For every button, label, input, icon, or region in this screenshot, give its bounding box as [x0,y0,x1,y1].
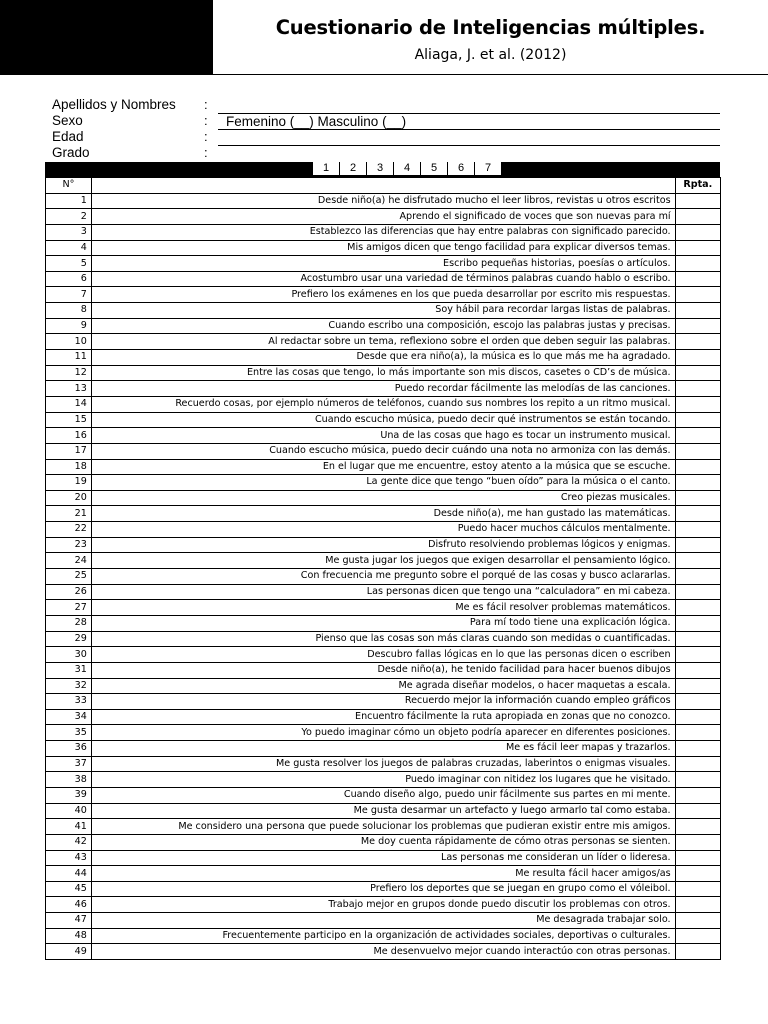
answer-cell[interactable] [675,709,720,725]
column-header-number: N° [46,178,92,194]
answer-cell[interactable] [675,428,720,444]
answer-cell[interactable] [675,334,720,350]
question-text: Una de las cosas que hago es tocar un instrumento musical. [91,428,675,444]
table-row [46,569,721,585]
column-header-answer: Rpta. [675,178,720,194]
table-row [46,443,721,459]
table-row [46,866,721,882]
table-row [46,834,721,850]
question-number: 36 [46,741,92,757]
question-text: Trabajo mejor en grupos donde puedo discutir los problemas con otros. [91,897,675,913]
question-number: 8 [46,303,92,319]
document-title: Cuestionario de Inteligencias múltiples. [275,16,706,39]
question-text: Me es fácil resolver problemas matemáticos. [91,600,675,616]
question-text: Descubro fallas lógicas en lo que las personas dicen o escriben [91,647,675,663]
question-number: 12 [46,365,92,381]
table-row [46,772,721,788]
question-text: Me gusta resolver los juegos de palabras cruzadas, laberintos o enigmas visuales. [91,756,675,772]
question-text: Me desagrada trabajar solo. [91,913,675,929]
table-row [46,850,721,866]
table-row [46,459,721,475]
sex-colon: : [204,113,208,128]
question-text: Recuerdo cosas, por ejemplo números de teléfonos, cuando sus nombres los repito a un ritmo musical. [91,396,675,412]
question-number: 3 [46,224,92,240]
answer-cell[interactable] [675,584,720,600]
table-row [46,725,721,741]
questionnaire-table [45,177,721,960]
question-number: 17 [46,443,92,459]
question-number: 14 [46,396,92,412]
question-number: 28 [46,615,92,631]
table-row [46,615,721,631]
answer-cell[interactable] [675,756,720,772]
name-colon: : [204,97,208,112]
sex-options[interactable]: Femenino (__) Masculino (__) [226,114,407,129]
question-text: Yo puedo imaginar cómo un objeto podría aparecer en diferentes posiciones. [91,725,675,741]
table-row [46,662,721,678]
sex-label: Sexo [52,113,83,128]
answer-cell[interactable] [675,569,720,585]
question-text: Me desenvuelvo mejor cuando interactúo con otras personas. [91,944,675,960]
question-number: 32 [46,678,92,694]
grade-option-4[interactable]: 4 [394,162,420,175]
grade-colon: : [204,145,208,160]
grade-option-2[interactable]: 2 [340,162,366,175]
table-row [46,819,721,835]
question-text: Me considero una persona que puede solucionar los problemas que pudieran existir entre mis amigos. [91,819,675,835]
question-number: 47 [46,913,92,929]
grade-label: Grado [52,145,90,160]
question-text: Me gusta desarmar un artefacto y luego armarlo tal como estaba. [91,803,675,819]
question-number: 7 [46,287,92,303]
table-row [46,240,721,256]
answer-cell[interactable] [675,256,720,272]
question-number: 4 [46,240,92,256]
question-number: 11 [46,350,92,366]
grade-option-1[interactable]: 1 [313,162,339,175]
age-colon: : [204,129,208,144]
question-text: Creo piezas musicales. [91,490,675,506]
question-number: 23 [46,537,92,553]
table-row [46,756,721,772]
answer-cell[interactable] [675,600,720,616]
answer-cell[interactable] [675,850,720,866]
answer-cell[interactable] [675,381,720,397]
grade-option-3[interactable]: 3 [367,162,393,175]
answer-cell[interactable] [675,350,720,366]
table-row [46,522,721,538]
question-text: Recuerdo mejor la información cuando empleo gráficos [91,694,675,710]
table-row [46,584,721,600]
table-row [46,913,721,929]
answer-cell[interactable] [675,396,720,412]
table-row [46,506,721,522]
answer-cell[interactable] [675,553,720,569]
question-number: 20 [46,490,92,506]
table-row [46,256,721,272]
question-text: Aprendo el significado de voces que son nuevas para mí [91,209,675,225]
table-row [46,287,721,303]
question-text: Frecuentemente participo en la organización de actividades sociales, deportivas o culturales. [91,928,675,944]
answer-cell[interactable] [675,913,720,929]
document-subtitle: Aliaga, J. et al. (2012) [414,47,567,63]
table-row [46,303,721,319]
question-number: 22 [46,522,92,538]
question-number: 41 [46,819,92,835]
question-text: Escribo pequeñas historias, poesías o artículos. [91,256,675,272]
age-label: Edad [52,129,84,144]
question-number: 18 [46,459,92,475]
question-text: Al redactar sobre un tema, reflexiono sobre el orden que deben seguir las palabras. [91,334,675,350]
table-row [46,381,721,397]
answer-cell[interactable] [675,647,720,663]
question-number: 40 [46,803,92,819]
answer-cell[interactable] [675,537,720,553]
answer-cell[interactable] [675,897,720,913]
answer-cell[interactable] [675,240,720,256]
answer-cell[interactable] [675,834,720,850]
question-number: 5 [46,256,92,272]
question-number: 35 [46,725,92,741]
question-number: 6 [46,271,92,287]
question-text: Me gusta jugar los juegos que exigen desarrollar el pensamiento lógico. [91,553,675,569]
table-row [46,271,721,287]
table-row [46,396,721,412]
age-field[interactable] [218,145,720,146]
question-text: Desde niño(a), me han gustado las matemáticas. [91,506,675,522]
answer-cell[interactable] [675,459,720,475]
table-row [46,944,721,960]
question-text: Para mí todo tiene una explicación lógica. [91,615,675,631]
question-text: Cuando diseño algo, puedo unir fácilmente sus partes en mi mente. [91,787,675,803]
answer-cell[interactable] [675,662,720,678]
question-number: 9 [46,318,92,334]
question-number: 33 [46,694,92,710]
answer-cell[interactable] [675,193,720,209]
question-text: Cuando escucho música, puedo decir qué instrumentos se están tocando. [91,412,675,428]
sex-field-line [218,129,720,130]
answer-cell[interactable] [675,928,720,944]
question-number: 46 [46,897,92,913]
table-row [46,490,721,506]
table-row [46,741,721,757]
question-text: Entre las cosas que tengo, lo más importante son mis discos, casetes o CD’s de música. [91,365,675,381]
question-number: 42 [46,834,92,850]
table-row [46,209,721,225]
answer-cell[interactable] [675,803,720,819]
question-text: Puedo recordar fácilmente las melodías de las canciones. [91,381,675,397]
table-row [46,897,721,913]
question-text: Desde niño(a) he disfrutado mucho el leer libros, revistas u otros escritos [91,193,675,209]
table-row [46,334,721,350]
answer-cell[interactable] [675,787,720,803]
table-row [46,350,721,366]
answer-cell[interactable] [675,412,720,428]
question-text: Acostumbro usar una variedad de términos palabras cuando hablo o escribo. [91,271,675,287]
question-text: La gente dice que tengo “buen oído” para la música o el canto. [91,475,675,491]
table-row [46,412,721,428]
table-row [46,647,721,663]
question-text: Me agrada diseñar modelos, o hacer maquetas a escala. [91,678,675,694]
question-text: Cuando escucho música, puedo decir cuándo una nota no armoniza con las demás. [91,443,675,459]
question-text: Puedo hacer muchos cálculos mentalmente. [91,522,675,538]
column-header-question [91,178,675,194]
table-row [46,678,721,694]
question-number: 10 [46,334,92,350]
question-text: Mis amigos dicen que tengo facilidad para explicar diversos temas. [91,240,675,256]
answer-cell[interactable] [675,475,720,491]
answer-cell[interactable] [675,881,720,897]
question-text: Encuentro fácilmente la ruta apropiada en zonas que no conozco. [91,709,675,725]
question-number: 24 [46,553,92,569]
question-number: 45 [46,881,92,897]
question-number: 49 [46,944,92,960]
question-text: Con frecuencia me pregunto sobre el porqué de las cosas y busco aclararlas. [91,569,675,585]
table-row [46,881,721,897]
question-text: Prefiero los exámenes en los que pueda desarrollar por escrito mis respuestas. [91,287,675,303]
answer-cell[interactable] [675,303,720,319]
question-text: Cuando escribo una composición, escojo las palabras justas y precisas. [91,318,675,334]
question-number: 39 [46,787,92,803]
grade-selector [312,162,501,176]
answer-cell[interactable] [675,271,720,287]
answer-cell[interactable] [675,506,720,522]
question-text: Desde niño(a), he tenido facilidad para hacer buenos dibujos [91,662,675,678]
question-number: 16 [46,428,92,444]
grade-option-5[interactable]: 5 [421,162,447,175]
answer-cell[interactable] [675,694,720,710]
table-row [46,428,721,444]
grade-option-7[interactable]: 7 [475,162,501,175]
table-row [46,694,721,710]
table-row [46,928,721,944]
question-number: 37 [46,756,92,772]
question-number: 29 [46,631,92,647]
question-number: 30 [46,647,92,663]
answer-cell[interactable] [675,365,720,381]
question-text: Las personas me consideran un líder o lideresa. [91,850,675,866]
question-text: Me doy cuenta rápidamente de cómo otras personas se sienten. [91,834,675,850]
table-header-row [46,178,721,194]
name-label: Apellidos y Nombres [52,97,176,112]
question-number: 19 [46,475,92,491]
question-number: 13 [46,381,92,397]
table-row [46,553,721,569]
table-row [46,193,721,209]
question-text: En el lugar que me encuentre, estoy atento a la música que se escuche. [91,459,675,475]
question-text: Las personas dicen que tengo una “calculadora” en mi cabeza. [91,584,675,600]
question-text: Pienso que las cosas son más claras cuando son medidas o cuantificadas. [91,631,675,647]
answer-cell[interactable] [675,866,720,882]
answer-cell[interactable] [675,443,720,459]
question-number: 27 [46,600,92,616]
question-text: Puedo imaginar con nitidez los lugares que he visitado. [91,772,675,788]
table-row [46,318,721,334]
question-number: 15 [46,412,92,428]
table-row [46,803,721,819]
answer-cell[interactable] [675,522,720,538]
answer-cell[interactable] [675,209,720,225]
answer-cell[interactable] [675,318,720,334]
question-text: Prefiero los deportes que se juegan en grupo como el vóleibol. [91,881,675,897]
question-number: 43 [46,850,92,866]
table-row [46,365,721,381]
question-number: 44 [46,866,92,882]
answer-cell[interactable] [675,678,720,694]
question-number: 38 [46,772,92,788]
answer-cell[interactable] [675,490,720,506]
question-text: Me es fácil leer mapas y trazarlos. [91,741,675,757]
table-row [46,709,721,725]
answer-cell[interactable] [675,819,720,835]
table-row [46,224,721,240]
table-row [46,537,721,553]
answer-cell[interactable] [675,224,720,240]
question-number: 48 [46,928,92,944]
table-row [46,600,721,616]
header-underline [213,74,768,75]
answer-cell[interactable] [675,772,720,788]
question-text: Soy hábil para recordar largas listas de palabras. [91,303,675,319]
question-text: Disfruto resolviendo problemas lógicos y enigmas. [91,537,675,553]
question-number: 21 [46,506,92,522]
answer-cell[interactable] [675,741,720,757]
question-text: Me resulta fácil hacer amigos/as [91,866,675,882]
grade-option-6[interactable]: 6 [448,162,474,175]
answer-cell[interactable] [675,615,720,631]
table-row [46,787,721,803]
answer-cell[interactable] [675,944,720,960]
question-number: 26 [46,584,92,600]
header-black-block [0,0,213,75]
answer-cell[interactable] [675,287,720,303]
question-number: 31 [46,662,92,678]
answer-cell[interactable] [675,631,720,647]
answer-cell[interactable] [675,725,720,741]
question-number: 25 [46,569,92,585]
question-number: 34 [46,709,92,725]
question-number: 1 [46,193,92,209]
question-text: Establezco las diferencias que hay entre palabras con significado parecido. [91,224,675,240]
table-row [46,475,721,491]
question-text: Desde que era niño(a), la música es lo que más me ha agradado. [91,350,675,366]
question-number: 2 [46,209,92,225]
table-row [46,631,721,647]
